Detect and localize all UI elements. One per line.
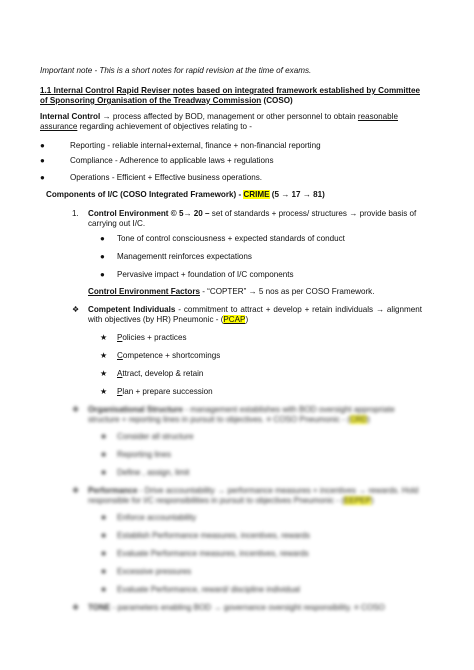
bullet-dot: ● — [100, 252, 105, 261]
internal-control-definition — [40, 112, 425, 132]
pcap-letter: P — [117, 333, 123, 342]
control-env-title: Control Environment © 5→ 20 – — [88, 209, 210, 218]
pcap-item — [117, 351, 220, 361]
performance-title: Performance — [88, 486, 138, 495]
star-bullet-icon: ★ — [100, 567, 108, 576]
objective-operations: Operations - Efficient + Effective business operations. — [70, 173, 263, 182]
performance-close: ) — [370, 496, 374, 505]
eepep-highlight: EEPEP — [343, 496, 371, 505]
pcap-text: olicies + practices — [122, 333, 187, 342]
bullet-dot: ● — [40, 156, 45, 165]
org-structure-paragraph — [88, 405, 422, 425]
star-bullet-icon: ★ — [100, 513, 108, 522]
performance-text: - Drive accountability → performance measures + incentives → rewards. Hold responsible for I/C responsibilities in pursuit to objectives Pneumonic - ( — [88, 486, 419, 505]
pcap-letter: C — [117, 351, 123, 360]
org-item: Define , assign, limit — [117, 468, 190, 477]
performance-paragraph — [88, 486, 422, 506]
diamond-bullet-icon: ❖ — [72, 405, 80, 414]
performance-item: Enforce accountability — [117, 513, 197, 522]
star-bullet-icon: ★ — [100, 432, 108, 441]
control-env-bullet: Managementt reinforces expectations — [117, 252, 252, 261]
star-bullet-icon: ★ — [100, 351, 108, 360]
pcap-item — [117, 333, 187, 343]
crd-highlight: CRD — [349, 415, 368, 424]
pcap-letter: A — [117, 369, 123, 378]
diamond-bullet-icon: ❖ — [72, 486, 80, 495]
org-structure-title: Organisational Structure — [88, 405, 183, 414]
performance-item: Establish Performance measures, incentives, rewards — [117, 531, 310, 540]
heading-coso: (COSO) — [261, 96, 293, 105]
pcap-text: ttract, develop & retain — [122, 369, 204, 378]
diamond-bullet-icon: ❖ — [72, 603, 80, 612]
control-env-bullet: Tone of control consciousness + expected standards of conduct — [117, 234, 345, 243]
pcap-letter: P — [117, 387, 123, 396]
performance-item: Excessive pressures — [117, 567, 192, 576]
competent-text: - commitment to attract + develop + retain individuals → alignment with objectives (by HR) Pneumonic - ( — [88, 305, 423, 324]
definition-text-1: → process affected by BOD, management or other personnel to obtain — [100, 112, 358, 121]
crime-highlight: CRIME — [243, 190, 270, 199]
pcap-item — [117, 387, 213, 397]
bullet-dot: ● — [40, 173, 45, 182]
control-env-number: 1. — [72, 209, 79, 218]
definition-term: Internal Control — [40, 112, 101, 121]
star-bullet-icon: ★ — [100, 387, 108, 396]
control-env-text: set of standards + process/ structures → provide basis of carrying out I/C. — [88, 209, 417, 228]
star-bullet-icon: ★ — [100, 333, 108, 342]
components-heading-text: Components of I/C (COSO Integrated Framework) - — [46, 190, 244, 199]
tone-title: TONE — [88, 603, 111, 612]
star-bullet-icon: ★ — [100, 585, 108, 594]
pcap-text: lan + prepare succession — [122, 387, 213, 396]
bullet-dot: ● — [100, 234, 105, 243]
factors-label: Control Environment Factors — [88, 287, 200, 296]
heading-title: 1.1 Internal Control Rapid Reviser notes based on integrated framework established by Committee of Sponsoring Organisation of the Treadway Commission — [40, 86, 420, 105]
control-env-factors — [88, 287, 374, 297]
pcap-text: ompetence + shortcomings — [122, 351, 221, 360]
competent-title: Competent Individuals — [88, 305, 176, 314]
bullet-dot: ● — [100, 270, 105, 279]
performance-item: Evaluate Performance measures, incentives, rewards — [117, 549, 309, 558]
org-item: Consider all structure — [117, 432, 194, 441]
competent-close: ) — [245, 315, 249, 324]
components-heading — [46, 190, 325, 200]
control-env-bullet: Pervasive impact + foundation of I/C components — [117, 270, 294, 279]
tone-text: - parameters enabling BOD → governance oversight responsibility. ≡ COSO — [110, 603, 385, 612]
org-item: Reporting lines — [117, 450, 171, 459]
bullet-dot: ● — [40, 141, 45, 150]
components-heading-tail: (5 → 17 → 81) — [269, 190, 325, 199]
objective-compliance: Compliance - Adherence to applicable laws + regulations — [70, 156, 274, 165]
section-heading — [40, 86, 420, 106]
important-note: Important note - This is a short notes for rapid revision at the time of exams. — [40, 66, 312, 75]
objective-reporting: Reporting - reliable internal+external, finance + non-financial reporting — [70, 141, 321, 150]
pcap-highlight: PCAP — [223, 315, 246, 324]
star-bullet-icon: ★ — [100, 549, 108, 558]
control-env-paragraph — [88, 209, 424, 229]
tone-paragraph — [88, 603, 385, 613]
org-structure-text: - management establishes with BOD oversight appropriate structure + reporting lines in pursuit to objectives. ≡ COSO Pneumonic - ( — [88, 405, 395, 424]
star-bullet-icon: ★ — [100, 450, 108, 459]
org-structure-close: ) — [367, 415, 371, 424]
competent-paragraph — [88, 305, 422, 325]
factors-text: - “COPTER” → 5 nos as per COSO Framework. — [199, 287, 375, 296]
star-bullet-icon: ★ — [100, 369, 108, 378]
performance-item: Evaluate Performance, reward/ discipline individual — [117, 585, 301, 594]
star-bullet-icon: ★ — [100, 468, 108, 477]
star-bullet-icon: ★ — [100, 531, 108, 540]
definition-text-2: regarding achievement of objectives relating to - — [77, 122, 252, 131]
definition-underlined: reasonable assurance — [40, 112, 398, 131]
pcap-item — [117, 369, 203, 379]
diamond-bullet-icon: ❖ — [72, 305, 80, 314]
